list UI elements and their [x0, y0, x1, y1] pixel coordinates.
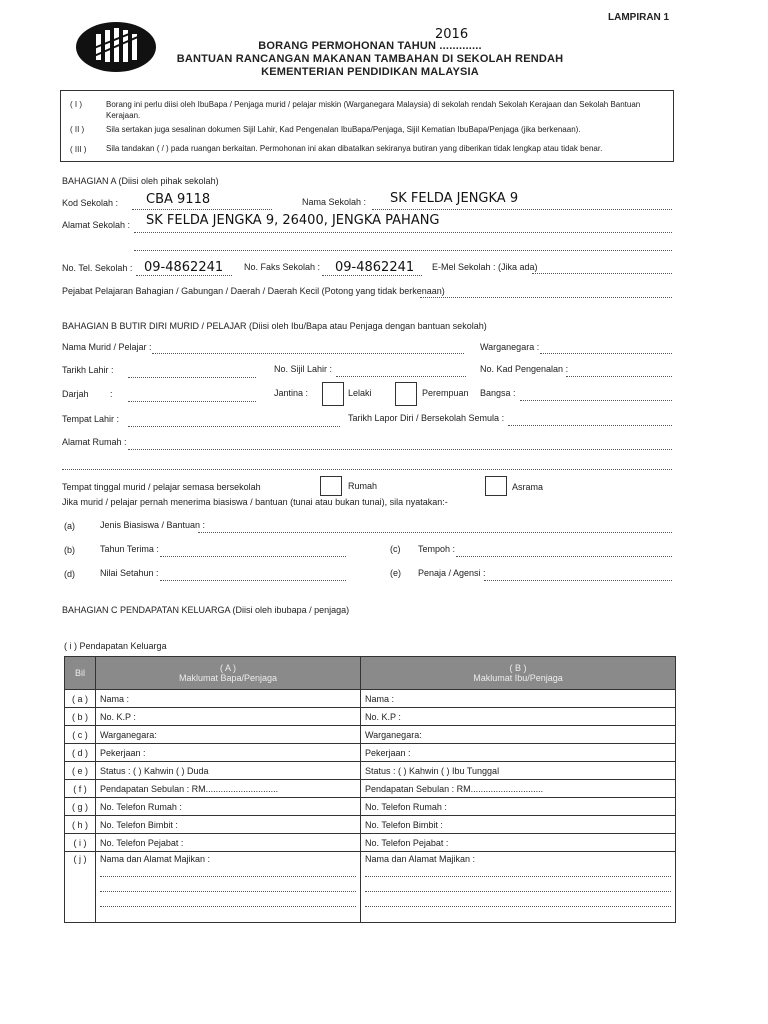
- tarikh-lapor-field[interactable]: [508, 424, 672, 426]
- row-num: ( i ): [65, 834, 96, 852]
- biasiswa-b-num: (b): [64, 545, 75, 555]
- alamat-sekolah-label: Alamat Sekolah :: [62, 220, 131, 230]
- row-num: ( c ): [65, 726, 96, 744]
- ppd-label: Pejabat Pelajaran Bahagian / Gabungan / Daerah / Daerah Kecil (Potong yang tidak berkenaan): [62, 286, 445, 296]
- ibu-warganegara-cell[interactable]: Warganegara:: [361, 726, 676, 744]
- tarikh-lahir-label: Tarikh Lahir :: [62, 365, 114, 375]
- asrama-label: Asrama: [512, 482, 544, 492]
- table-row: [65, 708, 676, 726]
- table-header-row: [65, 657, 676, 690]
- kod-sekolah-field[interactable]: [132, 208, 272, 210]
- bapa-kp-cell[interactable]: No. K.P :: [96, 708, 361, 726]
- row-num: ( f ): [65, 780, 96, 798]
- table-row: [65, 834, 676, 852]
- ibu-majikan-label: Nama dan Alamat Majikan :: [365, 854, 476, 864]
- row-num: ( h ): [65, 816, 96, 834]
- lelaki-label: Lelaki: [348, 388, 372, 398]
- email-sekolah-label: E-Mel Sekolah : (Jika ada): [432, 262, 538, 272]
- sijil-lahir-field[interactable]: [336, 375, 466, 377]
- col-bapa-head: ( A ): [219, 663, 236, 673]
- section-c-title: BAHAGIAN C PENDAPATAN KELUARGA (Diisi oleh ibubapa / penjaga): [62, 605, 350, 615]
- tempat-tinggal-label: Tempat tinggal murid / pelajar semasa bersekolah: [62, 482, 261, 492]
- table-row: [65, 798, 676, 816]
- table-row: [65, 852, 676, 923]
- biasiswa-c-num: (c): [390, 544, 401, 554]
- ibu-majikan-cell[interactable]: [361, 852, 676, 923]
- col-bapa: [96, 657, 361, 690]
- warganegara-field[interactable]: [540, 352, 672, 354]
- ppd-field[interactable]: [420, 296, 672, 298]
- penaja-field[interactable]: [484, 579, 672, 581]
- instruction-2-num: ( II ): [70, 125, 85, 134]
- ibu-pendapatan-cell[interactable]: Pendapatan Sebulan : RM.............................: [361, 780, 676, 798]
- lelaki-checkbox[interactable]: [322, 382, 344, 406]
- table-row: [65, 762, 676, 780]
- table-row: [65, 726, 676, 744]
- instruction-3-text: Sila tandakan ( / ) pada ruangan berkaitan. Permohonan ini akan dibatalkan sekiranya butiran yang diberikan tidak lengkap atau tidak benar.: [106, 144, 603, 153]
- row-num: ( g ): [65, 798, 96, 816]
- bapa-tel-rumah-cell[interactable]: No. Telefon Rumah :: [96, 798, 361, 816]
- bapa-tel-bimbit-cell[interactable]: No. Telefon Bimbit :: [96, 816, 361, 834]
- alamat-sekolah-value: SK FELDA JENGKA 9, 26400, JENGKA PAHANG: [146, 213, 440, 228]
- ibu-pekerjaan-cell[interactable]: Pekerjaan :: [361, 744, 676, 762]
- perempuan-checkbox[interactable]: [395, 382, 417, 406]
- nama-murid-label: Nama Murid / Pelajar :: [62, 342, 152, 352]
- tel-sekolah-label: No. Tel. Sekolah :: [62, 263, 133, 273]
- row-num: ( d ): [65, 744, 96, 762]
- nilai-setahun-label: Nilai Setahun :: [100, 568, 159, 578]
- bapa-warganegara-cell[interactable]: Warganegara:: [96, 726, 361, 744]
- email-sekolah-field[interactable]: [532, 272, 672, 274]
- row-num: ( e ): [65, 762, 96, 780]
- row-num: ( a ): [65, 690, 96, 708]
- table-row: [65, 816, 676, 834]
- nama-sekolah-value: SK FELDA JENGKA 9: [390, 191, 519, 206]
- ibu-tel-rumah-cell[interactable]: No. Telefon Rumah :: [361, 798, 676, 816]
- tahun-terima-field[interactable]: [160, 555, 346, 557]
- ministry-logo: [74, 20, 158, 74]
- bapa-pendapatan-cell[interactable]: Pendapatan Sebulan : RM.............................: [96, 780, 361, 798]
- lampiran-label: LAMPIRAN 1: [608, 12, 670, 23]
- bapa-majikan-line2[interactable]: [100, 891, 356, 892]
- instruction-3-num: ( III ): [70, 145, 87, 154]
- kod-sekolah-value: CBA 9118: [146, 192, 211, 207]
- biasiswa-d-num: (d): [64, 569, 75, 579]
- ibu-majikan-line1[interactable]: [365, 876, 671, 877]
- ibu-majikan-line3[interactable]: [365, 906, 671, 907]
- sijil-lahir-label: No. Sijil Lahir :: [274, 364, 333, 374]
- jantina-label: Jantina :: [274, 388, 309, 398]
- row-num: ( j ): [65, 852, 96, 923]
- col-ibu-label: Maklumat Ibu/Penjaga: [473, 673, 563, 683]
- biasiswa-note: Jika murid / pelajar pernah menerima biasiswa / bantuan (tunai atau bukan tunai), sila nyatakan:-: [62, 497, 448, 507]
- col-bapa-label: Maklumat Bapa/Penjaga: [178, 673, 278, 683]
- family-income-table: [64, 656, 676, 923]
- col-bil: Bil: [65, 657, 96, 690]
- table-row: [65, 780, 676, 798]
- bapa-nama-cell[interactable]: Nama :: [96, 690, 361, 708]
- bapa-pekerjaan-cell[interactable]: Pekerjaan :: [96, 744, 361, 762]
- tarikh-lapor-label: Tarikh Lapor Diri / Bersekolah Semula :: [348, 413, 505, 423]
- ibu-nama-cell[interactable]: Nama :: [361, 690, 676, 708]
- pendapatan-subtitle: ( i ) Pendapatan Keluarga: [64, 641, 167, 651]
- bapa-majikan-line3[interactable]: [100, 906, 356, 907]
- ibu-tel-bimbit-cell[interactable]: No. Telefon Bimbit :: [361, 816, 676, 834]
- ibu-tel-pejabat-cell[interactable]: No. Telefon Pejabat :: [361, 834, 676, 852]
- instruction-1-text: Borang ini perlu diisi oleh IbuBapa / Penjaga murid / pelajar miskin (Warganegara Malaysia) di sekolah rendah Sekolah Kerajaan dan Sekolah Bantuan Kerajaan.: [106, 100, 641, 120]
- bapa-majikan-line1[interactable]: [100, 876, 356, 877]
- darjah-colon: :: [110, 389, 113, 399]
- bapa-majikan-label: Nama dan Alamat Majikan :: [100, 854, 211, 864]
- bangsa-label: Bangsa :: [480, 388, 516, 398]
- alamat-sekolah-field[interactable]: [134, 231, 672, 233]
- asrama-checkbox[interactable]: [485, 476, 507, 496]
- alamat-rumah-line2[interactable]: [62, 468, 672, 470]
- title-line1: BORANG PERMOHONAN TAHUN .............: [258, 40, 482, 52]
- rumah-checkbox[interactable]: [320, 476, 342, 496]
- rumah-label: Rumah: [348, 481, 378, 491]
- title-line2: BANTUAN RANCANGAN MAKANAN TAMBAHAN DI SEKOLAH RENDAH: [176, 53, 564, 65]
- kod-sekolah-label: Kod Sekolah :: [62, 198, 119, 208]
- jenis-biasiswa-field[interactable]: [198, 531, 672, 533]
- biasiswa-a-num: (a): [64, 521, 75, 531]
- table-row: [65, 690, 676, 708]
- tempat-lahir-field[interactable]: [128, 425, 340, 427]
- bapa-status-cell[interactable]: Status : ( ) Kahwin ( ) Duda: [96, 762, 361, 780]
- perempuan-label: Perempuan: [422, 388, 469, 398]
- ibu-majikan-line2[interactable]: [365, 891, 671, 892]
- tempat-lahir-label: Tempat Lahir :: [62, 414, 120, 424]
- alamat-sekolah-line2[interactable]: [134, 249, 672, 251]
- bapa-tel-pejabat-cell[interactable]: No. Telefon Pejabat :: [96, 834, 361, 852]
- bangsa-field[interactable]: [520, 399, 672, 401]
- darjah-field[interactable]: [128, 400, 256, 402]
- tahun-terima-label: Tahun Terima :: [100, 544, 159, 554]
- alamat-rumah-field[interactable]: [128, 448, 672, 450]
- darjah-label: Darjah: [62, 389, 89, 399]
- biasiswa-e-num: (e): [390, 568, 401, 578]
- penaja-label: Penaja / Agensi :: [418, 568, 486, 578]
- tarikh-lahir-field[interactable]: [128, 376, 256, 378]
- col-ibu-head: ( B ): [509, 663, 527, 673]
- bapa-majikan-cell[interactable]: [96, 852, 361, 923]
- jenis-biasiswa-label: Jenis Biasiswa / Bantuan :: [100, 520, 206, 530]
- instruction-1-num: ( I ): [70, 100, 82, 109]
- faks-sekolah-value: 09-4862241: [335, 260, 415, 275]
- faks-sekolah-label: No. Faks Sekolah :: [244, 262, 321, 272]
- row-num: ( b ): [65, 708, 96, 726]
- section-a-title: BAHAGIAN A (Diisi oleh pihak sekolah): [62, 176, 219, 186]
- kad-pengenalan-label: No. Kad Pengenalan :: [480, 364, 569, 374]
- year-handwritten: 2016: [435, 27, 469, 42]
- section-b-title: BAHAGIAN B BUTIR DIRI MURID / PELAJAR (Diisi oleh Ibu/Bapa atau Penjaga dengan bantuan sekolah): [62, 321, 487, 331]
- nama-murid-field[interactable]: [152, 352, 464, 354]
- tel-sekolah-value: 09-4862241: [144, 260, 224, 275]
- table-row: [65, 744, 676, 762]
- tempoh-label: Tempoh :: [418, 544, 456, 554]
- warganegara-label: Warganegara :: [480, 342, 540, 352]
- nama-sekolah-label: Nama Sekolah :: [302, 197, 367, 207]
- instruction-2-text: Sila sertakan juga sesalinan dokumen Sijil Lahir, Kad Pengenalan IbuBapa/Penjaga, Sijil Kematian IbuBapa/Penjaga (jika berkenaan).: [106, 125, 581, 134]
- kad-pengenalan-field[interactable]: [566, 375, 672, 377]
- nilai-setahun-field[interactable]: [160, 579, 346, 581]
- nama-sekolah-field[interactable]: [372, 208, 672, 210]
- tempoh-field[interactable]: [456, 555, 672, 557]
- title-line3: KEMENTERIAN PENDIDIKAN MALAYSIA: [261, 66, 479, 78]
- ibu-status-cell[interactable]: Status : ( ) Kahwin ( ) Ibu Tunggal: [361, 762, 676, 780]
- col-ibu: [361, 657, 676, 690]
- ibu-kp-cell[interactable]: No. K.P :: [361, 708, 676, 726]
- alamat-rumah-label: Alamat Rumah :: [62, 437, 127, 447]
